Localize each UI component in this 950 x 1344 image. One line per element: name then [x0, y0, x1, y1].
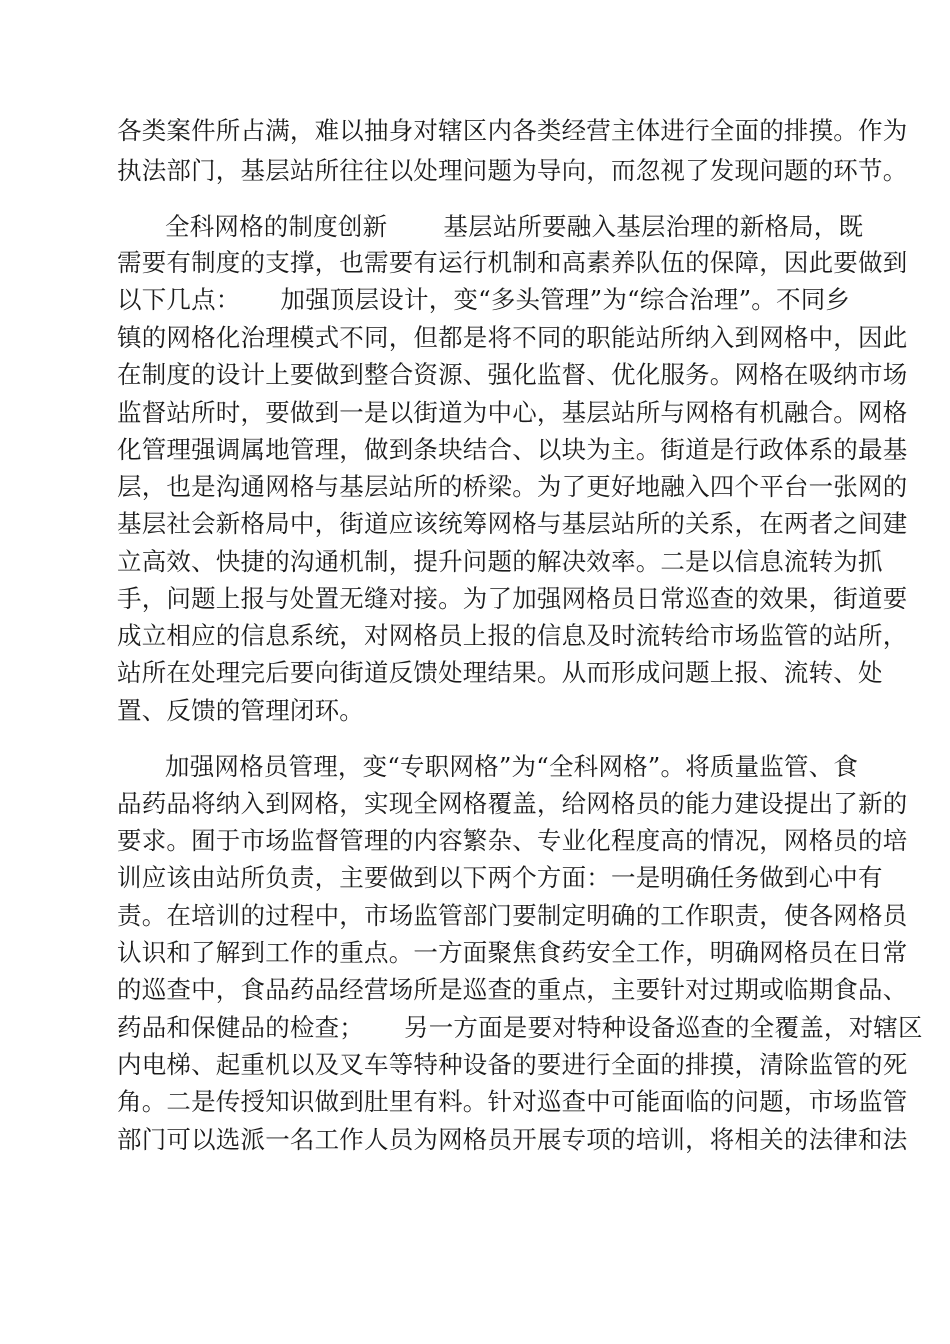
paragraph-line: 需要有制度的支撑，也需要有运行机制和高素养队伍的保障，因此要做到 [117, 248, 908, 277]
paragraph-line: 各类案件所占满，难以抽身对辖区内各类经营主体进行全面的排摸。作为 [117, 116, 908, 145]
paragraph-line: 化管理强调属地管理，做到条块结合、以块为主。街道是行政体系的最基 [117, 435, 908, 464]
paragraph-line: 的巡查中，食品药品经营场所是巡查的重点，主要针对过期或临期食品、 [117, 975, 908, 1004]
paragraph-line: 监督站所时，要做到一是以街道为中心，基层站所与网格有机融合。网格 [117, 398, 908, 427]
paragraph-line: 内电梯、起重机以及叉车等特种设备的要进行全面的排摸，清除监管的死 [117, 1050, 908, 1079]
paragraph-line: 在制度的设计上要做到整合资源、强化监督、优化服务。网格在吸纳市场 [117, 360, 908, 389]
paragraph-first-line [165, 207, 863, 247]
paragraph-line [117, 1008, 923, 1048]
paragraph-line: 品药品将纳入到网格，实现全网格覆盖，给网格员的能力建设提出了新的 [117, 789, 908, 818]
paragraph-line: 部门可以选派一名工作人员为网格员开展专项的培训，将相关的法律和法 [117, 1125, 908, 1154]
paragraph-line: 角。二是传授知识做到肚里有料。针对巡查中可能面临的问题，市场监管 [117, 1087, 908, 1116]
paragraph-first-line: 加强网格员管理，变“专职网格”为“全科网格”。将质量监管、食 [165, 752, 859, 781]
paragraph-line: 置、反馈的管理闭环。 [117, 696, 364, 725]
paragraph-text: 药品和保健品的检查； [117, 1013, 364, 1042]
paragraph-line: 立高效、快捷的沟通机制，提升问题的解决效率。二是以信息流转为抓 [117, 547, 883, 576]
paragraph-line: 责。在培训的过程中，市场监管部门要制定明确的工作职责，使各网格员 [117, 901, 908, 930]
paragraph-text: 基层站所要融入基层治理的新格局，既 [443, 212, 864, 241]
paragraph-text: 另一方面是要对特种设备巡查的全覆盖，对辖区 [404, 1013, 923, 1042]
paragraph-line: 层，也是沟通网格与基层站所的桥梁。为了更好地融入四个平台一张网的 [117, 472, 908, 501]
paragraph-line: 镇的网格化治理模式不同，但都是将不同的职能站所纳入到网格中，因此 [117, 323, 908, 352]
paragraph-line: 成立相应的信息系统，对网格员上报的信息及时流转给市场监管的站所， [117, 621, 908, 650]
subheading-text: 加强顶层设计，变“多头管理”为“综合治理”。不同乡 [280, 285, 851, 314]
paragraph-line: 训应该由站所负责，主要做到以下两个方面：一是明确任务做到心中有 [117, 863, 883, 892]
paragraph-line: 基层社会新格局中，街道应该统筹网格与基层站所的关系，在两者之间建 [117, 509, 908, 538]
paragraph-line: 手，问题上报与处置无缝对接。为了加强网格员日常巡查的效果，街道要 [117, 584, 908, 613]
section-heading: 全科网格的制度创新 [165, 212, 388, 241]
paragraph-line [117, 280, 850, 320]
paragraph-line: 认识和了解到工作的重点。一方面聚焦食药安全工作，明确网格员在日常 [117, 938, 908, 967]
paragraph-text: 以下几点： [117, 285, 241, 314]
paragraph-line: 站所在处理完后要向街道反馈处理结果。从而形成问题上报、流转、处 [117, 658, 883, 687]
paragraph-line: 执法部门，基层站所往往以处理问题为导向，而忽视了发现问题的环节。 [117, 156, 908, 185]
paragraph-line: 要求。囿于市场监督管理的内容繁杂、专业化程度高的情况，网格员的培 [117, 826, 908, 855]
